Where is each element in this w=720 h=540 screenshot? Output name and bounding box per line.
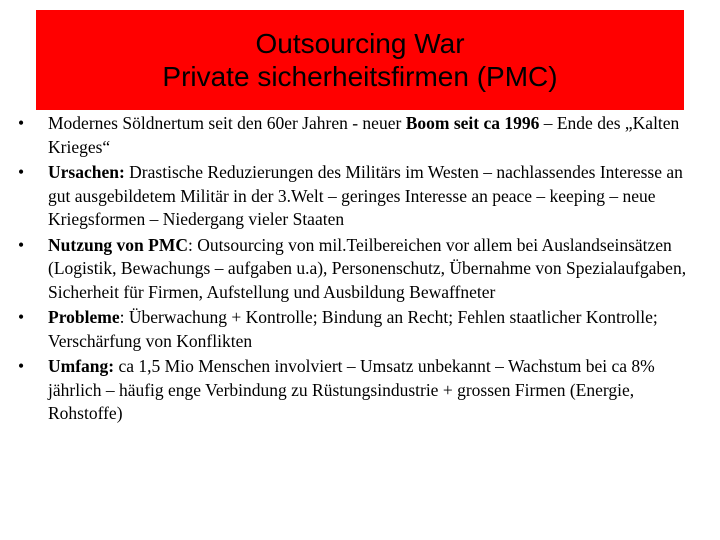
bullet-item-ursachen xyxy=(18,161,708,232)
bullet-marker: • xyxy=(18,307,25,327)
bullet-bold-text: Boom seit ca 1996 xyxy=(405,113,540,133)
bullet-item-umfang xyxy=(18,355,708,426)
bullet-marker: • xyxy=(18,356,25,376)
bullet-item-probleme xyxy=(18,306,708,353)
bullet-bold-text: Ursachen: xyxy=(48,162,125,182)
bullet-marker: • xyxy=(18,113,25,133)
bullet-text: ca 1,5 Mio Menschen involviert – Umsatz unbekannt – Wachstum bei ca 8% jährlich – häufig enge Verbindung zu Rüstungsindustrie + grossen Firmen (Energie, Rohstoffe) xyxy=(48,356,655,423)
bullet-marker: • xyxy=(18,162,25,182)
bullet-text: Modernes Söldnertum seit den 60er Jahren - neuer xyxy=(48,113,406,133)
bullet-text: : Überwachung + Kontrolle; Bindung an Recht; Fehlen staatlicher Kontrolle; Verschärfung von Konflikten xyxy=(48,307,658,351)
bullet-list xyxy=(18,112,708,428)
bullet-bold-text: Nutzung von PMC xyxy=(48,234,189,255)
bullet-bold-text: Umfang: xyxy=(48,356,115,376)
slide-title-box xyxy=(36,10,684,110)
bullet-item-nutzung xyxy=(18,234,708,305)
bullet-text: Drastische Reduzierungen des Militärs im Westen – nachlassendes Interesse an gut ausgebildetem Militär in der 3.Welt – geringes Interesse an peace – keeping – neue Kriegsformen – Niedergang vieler Staaten xyxy=(48,162,683,229)
slide-title: Outsourcing War xyxy=(255,28,465,59)
bullet-marker: • xyxy=(18,234,25,255)
bullet-bold-text: Probleme xyxy=(48,307,120,327)
bullet-text: – Ende des „Kalten Krieges“ xyxy=(48,113,680,157)
bullet-text: : Outsourcing von mil.Teilbereichen vor allem bei Auslandseinsätzen (Logistik, Bewachungs – aufgaben u.a), Personenschutz, Übernahme von Spezialaufgaben, Sicherheit für Firmen, Aufstellung und Ausbildung Bewaffneter xyxy=(48,234,687,302)
bullet-item-soeldnertum xyxy=(18,112,708,159)
slide-subtitle: Private sicherheitsfirmen (PMC) xyxy=(162,61,558,92)
